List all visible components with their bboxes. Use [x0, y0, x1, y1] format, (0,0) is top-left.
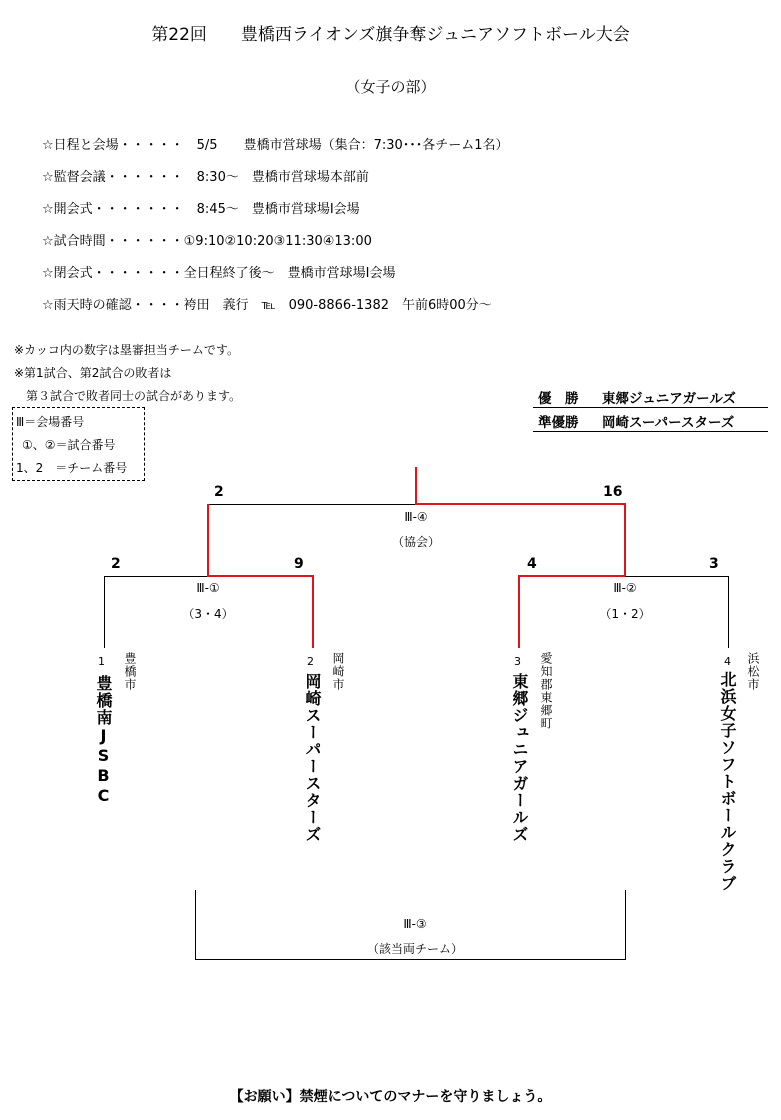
schedule-closing: ☆閉会式・・・・・・・全日程終了後～ 豊橋市営球場Ⅰ会場	[42, 266, 396, 281]
champion-label: 優 勝	[538, 391, 579, 407]
game1-score-left: 2	[111, 556, 121, 572]
game3-umpire: （該当両チーム）	[366, 942, 463, 956]
schedule-opening: ☆開会式・・・・・・・ 8:45～ 豊橋市営球場Ⅰ会場	[42, 202, 360, 217]
runner-up-team: 岡崎スーパースターズ	[602, 415, 735, 431]
game2-left-bar	[518, 575, 626, 577]
champion-team: 東郷ジュニアガールズ	[602, 391, 736, 407]
runner-up-label: 準優勝	[538, 415, 579, 431]
note-losers-game3: 第３試合で敗者同士の試合があります。	[14, 389, 242, 403]
team4-drop	[728, 576, 729, 648]
game3-left-line	[195, 890, 196, 960]
final-score-right: 16	[603, 484, 623, 500]
final-left-drop	[207, 504, 209, 577]
team4-name: 北浜女子ソフトボールクラブ	[718, 671, 737, 892]
game1-left-bar	[104, 576, 208, 577]
team2-name: 岡崎スーパースターズ	[303, 673, 322, 843]
team1-number: 1	[98, 655, 105, 668]
legend-game: ①、②＝試合番号	[22, 438, 116, 452]
game1-right-bar	[207, 575, 314, 577]
game2-right-bar	[625, 576, 729, 577]
schedule-game-times: ☆試合時間・・・・・・①9:10②10:20③11:30④13:00	[42, 234, 372, 249]
team1-name: 豊橋南JSBC	[94, 675, 113, 806]
team3-drop	[518, 576, 520, 648]
legend-venue: Ⅲ＝会場番号	[16, 415, 85, 429]
team3-name: 東郷ジュニアガールズ	[510, 673, 529, 843]
game2-score-right: 3	[709, 556, 719, 572]
team2-city: 岡崎市	[331, 652, 345, 691]
champion-line	[415, 467, 417, 505]
team4-city: 浜松市	[746, 652, 760, 691]
page-title: 第22回 豊橋西ライオンズ旗争奪ジュニアソフトボール大会	[151, 25, 630, 45]
game3-right-line	[625, 890, 626, 960]
game2-score-left: 4	[527, 556, 537, 572]
team3-number: 3	[514, 655, 521, 668]
result-underline	[533, 431, 768, 432]
team1-city: 豊橋市	[123, 652, 137, 691]
final-right-drop	[624, 504, 626, 577]
team1-drop	[104, 576, 105, 648]
schedule-rain-contact: ☆雨天時の確認・・・・袴田 義行 ℡ 090-8866-1382 午前6時00分～	[42, 298, 492, 313]
result-divider	[533, 407, 768, 408]
game3-label: Ⅲ-③	[403, 917, 427, 931]
schedule-managers-meeting: ☆監督会議・・・・・・ 8:30～ 豊橋市営球場本部前	[42, 170, 369, 185]
game3-bottom-bar	[195, 959, 626, 960]
legend-team: 1、2 ＝チーム番号	[16, 461, 128, 475]
final-left-bar	[207, 504, 416, 505]
final-umpire: （協会）	[391, 535, 440, 549]
game2-umpire: （1・2）	[599, 607, 651, 621]
team4-number: 4	[724, 655, 731, 668]
team2-drop	[312, 576, 314, 648]
game1-label: Ⅲ-①	[196, 581, 220, 595]
schedule-venue: ☆日程と会場・・・・・ 5/5 豊橋市営球場（集合：7:30･･･各チーム1名）	[42, 138, 509, 153]
game2-label: Ⅲ-②	[613, 581, 637, 595]
team3-city: 愛知郡東郷町	[539, 652, 553, 730]
note-losers: ※第1試合、第2試合の敗者は	[14, 366, 172, 380]
game1-score-right: 9	[294, 556, 304, 572]
final-right-bar	[415, 503, 626, 505]
game1-umpire: （3・4）	[182, 607, 234, 621]
final-label: Ⅲ-④	[404, 510, 428, 524]
note-umpire: ※カッコ内の数字は塁審担当チームです。	[14, 343, 239, 357]
team2-number: 2	[307, 655, 314, 668]
final-score-left: 2	[214, 484, 224, 500]
footer-request: 【お願い】禁煙についてのマナーを守りましょう。	[229, 1089, 552, 1105]
page-subtitle: （女子の部）	[345, 78, 436, 96]
